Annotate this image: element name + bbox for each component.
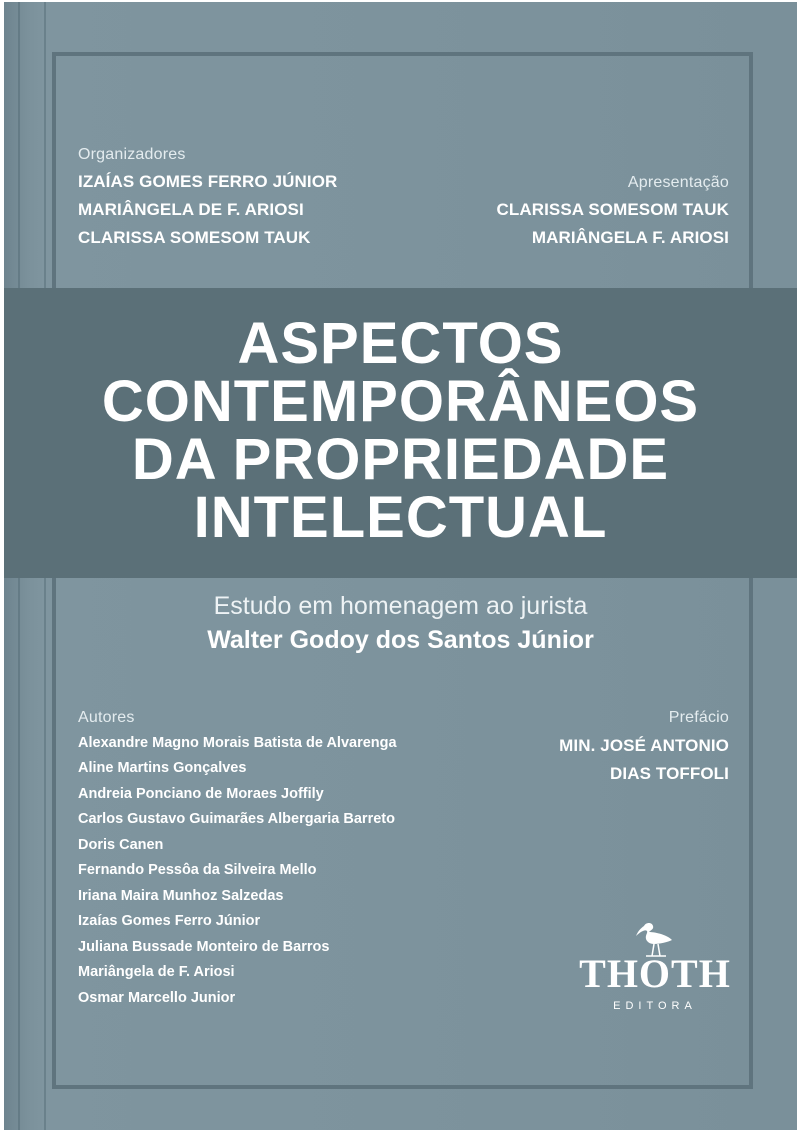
author-name: Alexandre Magno Morais Batista de Alvarenga: [78, 735, 397, 751]
author-name: Fernando Pessôa da Silveira Mello: [78, 862, 317, 878]
book-title-line: INTELECTUAL: [193, 485, 608, 550]
presentation-label: Apresentação: [627, 174, 729, 191]
author-name: Iriana Maira Munhoz Salzedas: [78, 888, 284, 904]
book-title-line: DA PROPRIEDADE: [131, 427, 670, 492]
organizer-name: CLARISSA SOMESOM TAUK: [78, 228, 311, 247]
author-name: Osmar Marcello Junior: [78, 990, 236, 1006]
author-name: Doris Canen: [78, 837, 164, 853]
preface-author: MIN. JOSÉ ANTONIO: [559, 736, 729, 755]
book-title-line: CONTEMPORÂNEOS: [101, 369, 700, 434]
publisher-logo: [570, 920, 740, 1020]
organizer-name: IZAÍAS GOMES FERRO JÚNIOR: [78, 172, 338, 191]
subtitle-line: Estudo em homenagem ao jurista: [213, 592, 588, 620]
title-band: [4, 288, 797, 578]
organizer-name: MARIÂNGELA DE F. ARIOSI: [78, 200, 304, 219]
author-name: Juliana Bussade Monteiro de Barros: [78, 939, 330, 955]
author-name: Aline Martins Gonçalves: [78, 760, 247, 776]
author-name: Carlos Gustavo Guimarães Albergaria Barreto: [78, 811, 395, 827]
author-name: Izaías Gomes Ferro Júnior: [78, 913, 261, 929]
book-title-line: ASPECTOS: [237, 311, 564, 376]
author-name: Mariângela de F. Ariosi: [78, 964, 235, 980]
publisher-subtitle: EDITORA: [613, 1000, 697, 1012]
book-cover: [4, 2, 797, 1130]
organizers-label: Organizadores: [78, 146, 186, 163]
presentation-name: CLARISSA SOMESOM TAUK: [496, 200, 729, 219]
honoree-name: Walter Godoy dos Santos Júnior: [207, 626, 594, 654]
authors-label: Autores: [78, 709, 135, 726]
preface-label: Prefácio: [668, 709, 729, 726]
preface-author: DIAS TOFFOLI: [610, 764, 729, 783]
presentation-name: MARIÂNGELA F. ARIOSI: [531, 228, 729, 247]
publisher-name: THOTH: [579, 951, 731, 996]
author-name: Andreia Ponciano de Moraes Joffily: [78, 786, 324, 802]
